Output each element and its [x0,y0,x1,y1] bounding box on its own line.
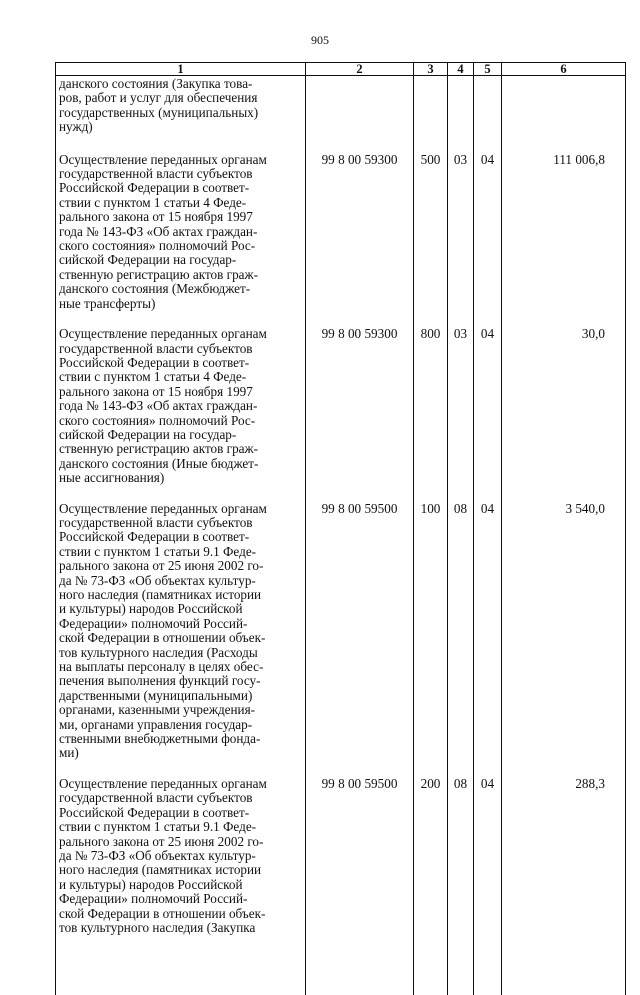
row-section: 08 [448,775,474,995]
page-number: 905 [311,33,329,47]
row-subsection: 04 [474,775,502,995]
column-header-3: 3 [414,63,448,76]
row-description: Осуществление переданных органам государственной власти субъектов Российской Федерации в соответ- ствии с пунктом 1 статьи 9.1 Феде- рального закона от 25 июня 2002 го- да № 73-ФЗ «Об объектах культур- ного наследия (памятниках истории и культуры) народов Российской Федерации» полномочий Россий- ской Федерации в отношении объек- тов культурного наследия (Расходы на выплаты персоналу в целях обес- печения выполнения функций госу- дарственными (муниципальными) органами, казенными учреждения- ми, органами управления государ- ственными внебюджетными фонда- ми) [56,500,306,775]
row-amount: 288,3 [502,775,626,995]
row-code: 99 8 00 59500 [306,500,414,775]
row-amount: 30,0 [502,325,626,499]
row-code: 99 8 00 59500 [306,775,414,995]
row-subsection: 04 [474,151,502,325]
column-header-1: 1 [56,63,306,76]
row-description: Осуществление переданных органам государственной власти субъектов Российской Федерации в соответ- ствии с пунктом 1 статьи 4 Феде- рального закона от 15 ноября 1997 года № 143-ФЗ «Об актах граждан- ского состояния» полномочий Рос- сийской Федерации на государ- ственную регистрацию актов граж- данского состояния (Межбюджет- ные трансферты) [56,151,306,325]
row-subsection: 04 [474,500,502,775]
column-header-6: 6 [502,63,626,76]
row-type [414,76,448,151]
row-type: 800 [414,325,448,499]
row-amount [502,76,626,151]
table-row [56,325,626,499]
row-type: 500 [414,151,448,325]
table-row [56,151,626,325]
row-description: данского состояния (Закупка това- ров, работ и услуг для обеспечения государственных (муниципальных) нужд) [56,76,306,151]
row-code [306,76,414,151]
row-subsection: 04 [474,325,502,499]
row-section: 03 [448,325,474,499]
column-header-4: 4 [448,63,474,76]
row-code: 99 8 00 59300 [306,325,414,499]
row-section: 03 [448,151,474,325]
row-amount: 3 540,0 [502,500,626,775]
budget-table [55,62,626,995]
column-header-5: 5 [474,63,502,76]
row-section: 08 [448,500,474,775]
row-description: Осуществление переданных органам государственной власти субъектов Российской Федерации в соответ- ствии с пунктом 1 статьи 4 Феде- рального закона от 15 ноября 1997 года № 143-ФЗ «Об актах граждан- ского состояния» полномочий Рос- сийской Федерации на государ- ственную регистрацию актов граж- данского состояния (Иные бюджет- ные ассигнования) [56,325,306,499]
row-section [448,76,474,151]
table-header-row [56,63,626,76]
row-description: Осуществление переданных органам государственной власти субъектов Российской Федерации в соответ- ствии с пунктом 1 статьи 9.1 Феде- рального закона от 25 июня 2002 го- да № 73-ФЗ «Об объектах культур- ного наследия (памятниках истории и культуры) народов Российской Федерации» полномочий Россий- ской Федерации в отношении объек- тов культурного наследия (Закупка [56,775,306,995]
row-subsection [474,76,502,151]
column-header-2: 2 [306,63,414,76]
table-row [56,500,626,775]
row-type: 100 [414,500,448,775]
row-amount: 111 006,8 [502,151,626,325]
table-row [56,775,626,995]
row-type: 200 [414,775,448,995]
row-code: 99 8 00 59300 [306,151,414,325]
table-row [56,76,626,151]
